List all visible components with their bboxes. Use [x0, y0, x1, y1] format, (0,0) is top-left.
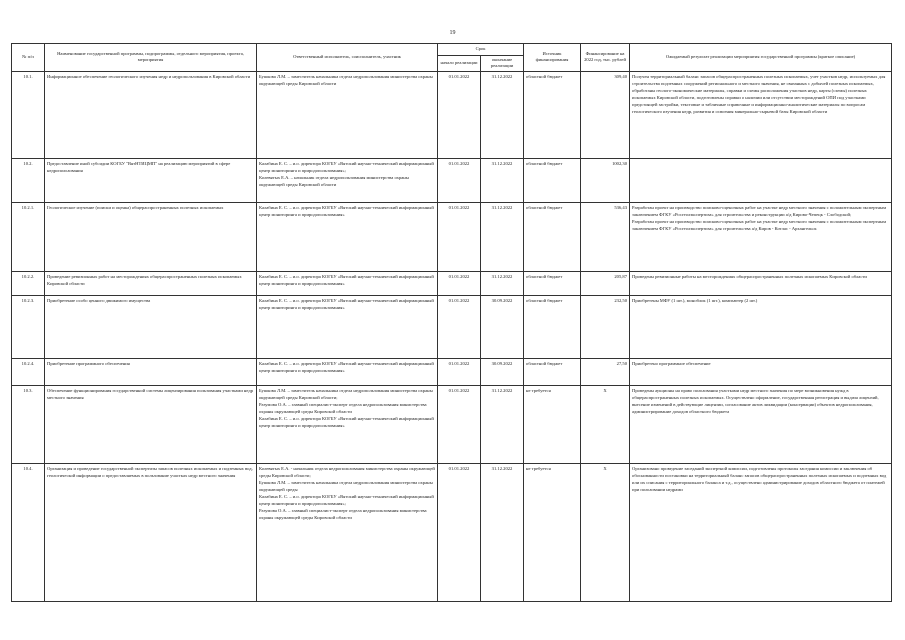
- row-name: Обеспечение функционирования государственной системы лицензирования пользования участками недр местного значения: [45, 385, 257, 463]
- row-executor-line: Бушкова Л.М. – заместитель начальника отдела недропользования министерства охраны окружающей среды Кировской области;: [259, 387, 433, 400]
- row-number: 10.2.4.: [12, 358, 45, 385]
- row-start-date: 01.01.2022: [438, 385, 481, 463]
- row-result: [630, 271, 892, 295]
- row-name: Организация и проведение государственной экспертизы запасов полезных ископаемых и подземных вод, геологической информации о предоставляемых в пользование участках недр местного значения: [45, 463, 257, 601]
- row-executor-line: Бушкова Л.М. – заместитель начальника отдела недропользования министерства охраны окружающей среды: [259, 479, 433, 492]
- header-term-start: начало реализации: [438, 56, 481, 72]
- row-result: [630, 202, 892, 271]
- row-result-line: Приобретено программное обеспечение: [632, 360, 711, 366]
- row-number: 10.4.: [12, 463, 45, 601]
- row-financing: 309,40: [581, 71, 630, 158]
- row-source: областной бюджет: [524, 202, 581, 271]
- row-source: областной бюджет: [524, 158, 581, 202]
- row-end-date: 30.09.2022: [481, 358, 524, 385]
- row-executor: [257, 202, 438, 271]
- row-number: 10.3.: [12, 385, 45, 463]
- row-source: областной бюджет: [524, 358, 581, 385]
- row-executor-line: Бушкова Л.М. – заместитель начальника отдела недропользования министерства охраны окружающей среды Кировской области: [259, 73, 433, 86]
- row-name: Информационное обеспечение геологического изучения недр и недропользования в Кировской области: [45, 71, 257, 158]
- row-name: Геологическое изучение (поиски и оценка) общераспространенных полезных ископаемых: [45, 202, 257, 271]
- row-start-date: 01.01.2022: [438, 202, 481, 271]
- row-name: Предоставление иной субсидии КОГБУ "ВятНТИЦМП" на реализацию мероприятий в сфере недропользования: [45, 158, 257, 202]
- row-executor-line: Калабина Е. С. – и.о. директора КОГБУ «Вятский научно-технический информационный центр мониторинга и природопользования»: [259, 273, 434, 286]
- row-number: 10.1.: [12, 71, 45, 158]
- row-result: [630, 71, 892, 158]
- row-executor-line: Калабина Е. С. – и.о. директора КОГБУ «Вятский научно-технический информационный центр мониторинга и природопользования»: [259, 416, 434, 429]
- row-result: [630, 358, 892, 385]
- page-number: 19: [449, 30, 456, 36]
- table-row: [12, 463, 892, 601]
- row-executor: [257, 358, 438, 385]
- row-result-line: Разработан проект на производство поисково-оценочных работ на участке недр местного значения с положительным экспертным заключением ФГКУ «Росгеолэкспертиза» для строительства и реконструкции а/д Кирово-Чепецк - Слободской;: [632, 204, 887, 217]
- header-name: Наименование государственной программы, подпрограммы, отдельного мероприятия, проекта, мероприятия: [45, 44, 257, 72]
- table-row: [12, 158, 892, 202]
- row-number: 10.2.: [12, 158, 45, 202]
- row-number: 10.2.1.: [12, 202, 45, 271]
- row-executor-line: Колевятых Е.А. - начальник отдела недропользования министерства охраны окружающей среды Кировской области;: [259, 465, 435, 478]
- row-name: Приобретение особо ценного движимого имущества: [45, 295, 257, 358]
- row-name: Проведение ревизионных работ на месторождениях общераспространенных полезных ископаемых Кировской области: [45, 271, 257, 295]
- header-term-end: окончание реализации: [481, 56, 524, 72]
- row-financing: Х: [581, 385, 630, 463]
- row-start-date: 01.01.2022: [438, 463, 481, 601]
- row-number: 10.2.2.: [12, 271, 45, 295]
- row-result-line: Приобретены МФУ (1 шт.), моноблок (1 шт.), компьютер (2 шт.): [632, 297, 758, 303]
- row-source: областной бюджет: [524, 295, 581, 358]
- row-source: областной бюджет: [524, 71, 581, 158]
- row-financing: 536,43: [581, 202, 630, 271]
- row-executor-line: Колевятых Е.А. – начальник отдела недропользования министерства охраны окружающей среды Кировской области: [259, 174, 409, 187]
- header-executor: Ответственный исполнитель, соисполнитель, участник: [257, 44, 438, 72]
- row-executor: [257, 71, 438, 158]
- row-source: областной бюджет: [524, 271, 581, 295]
- row-end-date: 31.12.2022: [481, 271, 524, 295]
- header-num: № п/п: [12, 44, 45, 72]
- header-result: Ожидаемый результат реализации мероприятия государственной программы (краткое описание): [630, 44, 892, 72]
- row-result-line: Проведены аукционы на право пользования участками недр местного значения по мере возникновения нужд в общераспространенных полезных ископаемых. Осуществлено оформление, государственная регистрация и выдача лицензий, внесение изменений в действующие лицензии, согласование актов ликвидации (консервации) объектов недропользования, администрирование доходов областного бюджета: [632, 387, 879, 414]
- row-result: [630, 295, 892, 358]
- row-start-date: 01.01.2022: [438, 271, 481, 295]
- table-row: [12, 202, 892, 271]
- row-result: [630, 385, 892, 463]
- row-result: [630, 463, 892, 601]
- header-source: Источник финансирования: [524, 44, 581, 72]
- row-end-date: 31.12.2022: [481, 202, 524, 271]
- row-executor: [257, 463, 438, 601]
- table-row: [12, 271, 892, 295]
- row-result-line: Организовано проведение заседаний экспертной комиссии, подготовлены протоколы заседания комиссии и заключения об обоснованности постановки на территориальный баланс запасов общераспространенных полезных ископаемых и подземных вод или их списания с территориального баланса и т.д., осуществлено администрирование доходов областного бюджета от платежей при пользовании недрами: [632, 465, 887, 492]
- row-financing: 27,50: [581, 358, 630, 385]
- row-name: Приобретение программного обеспечения: [45, 358, 257, 385]
- row-executor: [257, 385, 438, 463]
- header-financing: Финансирование на 2022 год, тыс. рублей: [581, 44, 630, 72]
- row-source: не требуется: [524, 463, 581, 601]
- table-row: [12, 358, 892, 385]
- row-result-line: Разработан проект на производство поисково-оценочных работ на участке недр местного значения с положительным экспертным заключением ФГКУ «Росгеолэкспертиза» для строительства а/д Киров - Котлас - Архангельск: [632, 218, 887, 231]
- row-executor-line: Калабина Е. С. – и.о. директора КОГБУ «Вятский научно-технический информационный центр мониторинга и природопользования»: [259, 360, 434, 373]
- row-executor: [257, 295, 438, 358]
- program-table: [11, 43, 892, 602]
- row-financing: 232,50: [581, 295, 630, 358]
- row-executor-line: Калабина Е. С. – и.о. директора КОГБУ «Вятский научно-технический информационный центр мониторинга и природопользования»;: [259, 494, 434, 507]
- row-executor-line: Калабина Е. С. – и.о. директора КОГБУ «Вятский научно-технический информационный центр мониторинга и природопользования»;: [259, 160, 434, 173]
- row-executor: [257, 158, 438, 202]
- row-executor: [257, 271, 438, 295]
- header-term: Срок: [438, 44, 524, 56]
- table-row: [12, 295, 892, 358]
- row-executor-line: Калабина Е. С. – и.о. директора КОГБУ «Вятский научно-технический информационный центр мониторинга и природопользования»: [259, 204, 434, 217]
- row-start-date: 01.01.2022: [438, 71, 481, 158]
- row-result-line: Получен территориальный баланс запасов общераспространенных полезных ископаемых, учет участков недр, используемых для строительства подземных сооружений регионального и местного значения, не связанных с добычей полезных ископаемых, обработаны геолого-экономические материалы, справки и схемы расположения участков недр, карты (схемы) полезных ископаемых Кировской области, подготовлены справки о наличии или отсутствии месторождений ОПИ под участками предстоящей застройки, текстовые и табличные справочные и информационно-аналитические материалы по вопросам геологического изучения недр, развития и освоения минерально-сырьевой базы Кировской области: [632, 73, 886, 115]
- row-result: [630, 158, 892, 202]
- row-executor-line: Разумова О.А. – главный специалист-эксперт отдела недропользования министерства охраны окружающей среды Кировской области: [259, 508, 427, 521]
- row-end-date: 31.12.2022: [481, 385, 524, 463]
- row-financing: 1002,30: [581, 158, 630, 202]
- row-end-date: 31.12.2022: [481, 71, 524, 158]
- row-source: не требуется: [524, 385, 581, 463]
- row-start-date: 01.01.2022: [438, 358, 481, 385]
- row-end-date: 31.12.2022: [481, 158, 524, 202]
- row-start-date: 01.01.2022: [438, 158, 481, 202]
- row-financing: Х: [581, 463, 630, 601]
- row-result-line: Проведены ревизионные работы на месторождениях общераспространенных полезных ископаемых Кировской области: [632, 273, 867, 279]
- row-end-date: 31.12.2022: [481, 463, 524, 601]
- table-row: [12, 71, 892, 158]
- row-executor-line: Разумова О.А. – главный специалист-эксперт отдела недропользования министерства охраны окружающей среды Кировской области: [259, 401, 427, 414]
- table-row: [12, 385, 892, 463]
- row-executor-line: Калабина Е. С. – и.о. директора КОГБУ «Вятский научно-технический информационный центр мониторинга и природопользования»: [259, 297, 434, 310]
- row-end-date: 30.09.2022: [481, 295, 524, 358]
- row-start-date: 01.01.2022: [438, 295, 481, 358]
- row-financing: 205,87: [581, 271, 630, 295]
- row-number: 10.2.3.: [12, 295, 45, 358]
